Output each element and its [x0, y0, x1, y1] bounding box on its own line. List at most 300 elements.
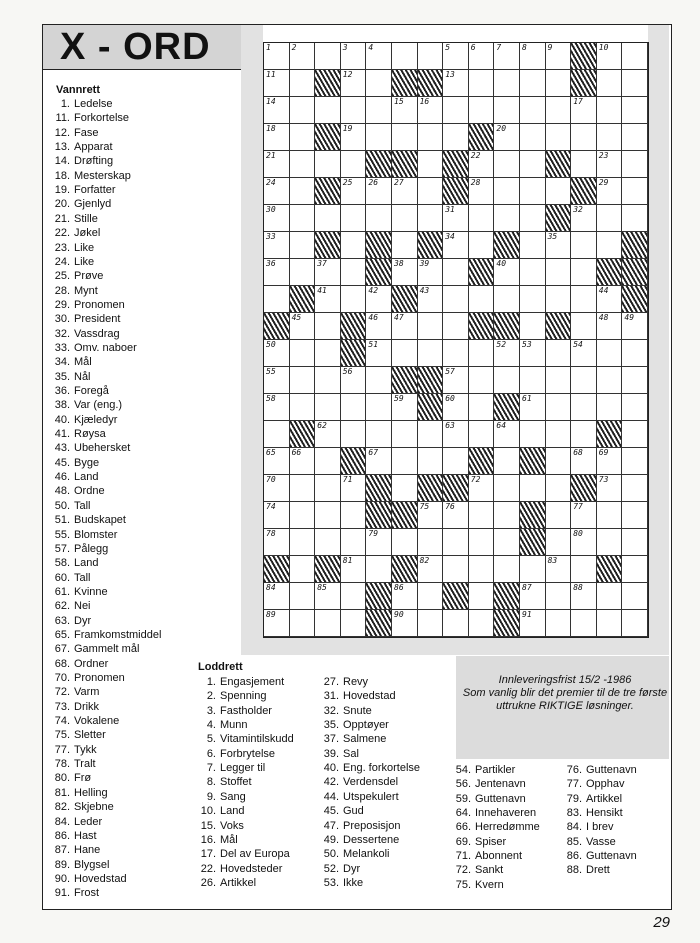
grid-cell[interactable]	[418, 97, 444, 124]
grid-cell[interactable]	[341, 394, 367, 421]
grid-cell[interactable]	[597, 70, 623, 97]
grid-cell[interactable]	[315, 529, 341, 556]
grid-cell[interactable]	[366, 286, 392, 313]
grid-cell[interactable]	[597, 610, 623, 637]
grid-cell[interactable]	[469, 367, 495, 394]
grid-cell[interactable]	[418, 502, 444, 529]
grid-cell[interactable]	[443, 367, 469, 394]
grid-cell[interactable]	[392, 232, 418, 259]
clue-text: Dessertene	[343, 833, 400, 846]
grid-cell[interactable]	[264, 178, 290, 205]
grid-cell[interactable]	[290, 70, 316, 97]
grid-cell[interactable]	[366, 43, 392, 70]
grid-cell[interactable]	[622, 205, 648, 232]
grid-cell[interactable]	[469, 556, 495, 583]
clue-text: Omv. naboer	[74, 341, 137, 354]
grid-cell[interactable]	[315, 394, 341, 421]
grid-cell[interactable]	[546, 286, 572, 313]
grid-cell[interactable]	[443, 529, 469, 556]
grid-cell[interactable]	[418, 556, 444, 583]
grid-cell[interactable]	[597, 97, 623, 124]
grid-cell[interactable]	[315, 205, 341, 232]
grid-cell[interactable]	[622, 583, 648, 610]
grid-cell[interactable]	[264, 502, 290, 529]
grid-cell[interactable]	[520, 556, 546, 583]
grid-cell[interactable]	[366, 124, 392, 151]
grid-cell[interactable]	[520, 313, 546, 340]
grid-cell[interactable]	[571, 556, 597, 583]
grid-cell[interactable]	[341, 556, 367, 583]
grid-cell[interactable]	[520, 205, 546, 232]
grid-cell[interactable]	[571, 421, 597, 448]
grid-cell[interactable]	[597, 286, 623, 313]
grid-cell[interactable]	[494, 178, 520, 205]
grid-cell[interactable]	[546, 610, 572, 637]
grid-cell[interactable]	[469, 610, 495, 637]
grid-cell[interactable]	[392, 43, 418, 70]
grid-cell[interactable]	[392, 97, 418, 124]
grid-cell[interactable]	[315, 286, 341, 313]
grid-cell[interactable]	[392, 394, 418, 421]
grid-cell[interactable]	[622, 421, 648, 448]
grid-cell[interactable]	[546, 583, 572, 610]
grid-cell[interactable]	[546, 421, 572, 448]
grid-cell[interactable]	[418, 205, 444, 232]
grid-cell[interactable]	[546, 259, 572, 286]
grid-cell[interactable]	[264, 340, 290, 367]
grid-cell[interactable]	[571, 286, 597, 313]
grid-cell[interactable]	[341, 286, 367, 313]
grid-cell[interactable]	[546, 394, 572, 421]
grid-cell[interactable]	[341, 124, 367, 151]
cell-number: 5	[445, 43, 451, 52]
grid-cell[interactable]	[290, 502, 316, 529]
grid-cell[interactable]	[469, 286, 495, 313]
grid-cell[interactable]	[546, 178, 572, 205]
grid-cell[interactable]	[520, 583, 546, 610]
grid-cell[interactable]	[546, 502, 572, 529]
grid-cell[interactable]	[597, 394, 623, 421]
grid-cell[interactable]	[546, 475, 572, 502]
grid-cell[interactable]	[315, 97, 341, 124]
grid-cell[interactable]	[418, 340, 444, 367]
grid-cell[interactable]	[392, 421, 418, 448]
grid-cell[interactable]	[571, 583, 597, 610]
grid-cell[interactable]	[597, 205, 623, 232]
grid-cell[interactable]	[290, 340, 316, 367]
grid-cell[interactable]	[469, 583, 495, 610]
grid-cell[interactable]	[622, 475, 648, 502]
crossword-grid[interactable]	[263, 42, 649, 638]
clue-number: 48.	[54, 485, 70, 498]
grid-cell[interactable]	[494, 556, 520, 583]
grid-cell[interactable]	[366, 394, 392, 421]
grid-cell[interactable]	[366, 178, 392, 205]
grid-cell[interactable]	[264, 448, 290, 475]
grid-cell[interactable]	[290, 151, 316, 178]
grid-cell[interactable]	[520, 367, 546, 394]
grid-cell[interactable]	[571, 529, 597, 556]
grid-cell[interactable]	[366, 97, 392, 124]
grid-cell[interactable]	[622, 394, 648, 421]
grid-cell[interactable]	[469, 151, 495, 178]
grid-cell[interactable]	[264, 205, 290, 232]
grid-cell[interactable]	[597, 151, 623, 178]
grid-cell[interactable]	[622, 43, 648, 70]
grid-cell[interactable]	[418, 313, 444, 340]
grid-cell[interactable]	[546, 367, 572, 394]
grid-cell[interactable]	[341, 583, 367, 610]
grid-cell[interactable]	[494, 70, 520, 97]
grid-cell[interactable]	[546, 340, 572, 367]
grid-cell[interactable]	[290, 475, 316, 502]
clue-text: Tralt	[74, 758, 96, 771]
cell-number: 24	[266, 178, 276, 187]
grid-cell[interactable]	[264, 394, 290, 421]
clue-item	[50, 212, 98, 226]
grid-cell[interactable]	[520, 178, 546, 205]
grid-cell[interactable]	[418, 178, 444, 205]
grid-cell[interactable]	[392, 475, 418, 502]
grid-cell[interactable]	[622, 340, 648, 367]
grid-cell[interactable]	[443, 232, 469, 259]
grid-cell[interactable]	[341, 97, 367, 124]
grid-cell[interactable]	[418, 43, 444, 70]
clue-text: Foregå	[74, 385, 109, 397]
grid-cell[interactable]	[418, 610, 444, 637]
grid-cell[interactable]	[418, 124, 444, 151]
grid-cell[interactable]	[597, 448, 623, 475]
grid-cell[interactable]	[443, 340, 469, 367]
grid-cell[interactable]	[443, 394, 469, 421]
grid-cell[interactable]	[597, 529, 623, 556]
grid-cell[interactable]	[418, 259, 444, 286]
grid-cell[interactable]	[622, 502, 648, 529]
grid-cell[interactable]	[443, 124, 469, 151]
grid-cell[interactable]	[520, 124, 546, 151]
grid-cell[interactable]	[469, 178, 495, 205]
grid-cell[interactable]	[341, 232, 367, 259]
grid-cell[interactable]	[290, 232, 316, 259]
grid-cell[interactable]	[520, 610, 546, 637]
grid-cell[interactable]	[315, 367, 341, 394]
grid-cell[interactable]	[264, 43, 290, 70]
grid-cell[interactable]	[418, 151, 444, 178]
grid-cell[interactable]	[520, 97, 546, 124]
grid-cell[interactable]	[264, 232, 290, 259]
grid-cell[interactable]	[520, 421, 546, 448]
grid-cell[interactable]	[494, 475, 520, 502]
grid-cell[interactable]	[315, 340, 341, 367]
grid-cell[interactable]	[469, 529, 495, 556]
grid-cell[interactable]	[341, 151, 367, 178]
grid-cell[interactable]	[571, 205, 597, 232]
grid-cell[interactable]	[520, 475, 546, 502]
grid-cell[interactable]	[469, 340, 495, 367]
clue-item	[50, 456, 99, 470]
grid-cell[interactable]	[469, 421, 495, 448]
grid-cell[interactable]	[341, 205, 367, 232]
grid-cell[interactable]	[494, 151, 520, 178]
cell-number: 8	[522, 43, 527, 52]
grid-cell[interactable]	[392, 340, 418, 367]
grid-cell[interactable]	[622, 70, 648, 97]
grid-cell[interactable]	[546, 448, 572, 475]
grid-cell[interactable]	[494, 502, 520, 529]
grid-cell[interactable]	[622, 556, 648, 583]
grid-cell[interactable]	[315, 475, 341, 502]
grid-cell[interactable]	[571, 502, 597, 529]
grid-cell[interactable]	[520, 43, 546, 70]
grid-cell[interactable]	[469, 97, 495, 124]
grid-cell[interactable]	[622, 124, 648, 151]
grid-cell[interactable]	[597, 502, 623, 529]
grid-cell[interactable]	[597, 367, 623, 394]
grid-cell[interactable]	[290, 610, 316, 637]
grid-cell[interactable]	[290, 205, 316, 232]
grid-cell[interactable]	[315, 421, 341, 448]
grid-cell[interactable]	[315, 610, 341, 637]
grid-cell[interactable]	[494, 43, 520, 70]
grid-cell[interactable]	[264, 259, 290, 286]
grid-cell[interactable]	[366, 556, 392, 583]
grid-cell[interactable]	[392, 610, 418, 637]
grid-cell[interactable]	[571, 313, 597, 340]
cell-number: 23	[598, 151, 609, 160]
grid-cell[interactable]	[469, 475, 495, 502]
grid-cell[interactable]	[315, 259, 341, 286]
grid-cell[interactable]	[418, 448, 444, 475]
grid-cell[interactable]	[494, 205, 520, 232]
grid-cell[interactable]	[264, 421, 290, 448]
grid-cell[interactable]	[443, 97, 469, 124]
grid-cell[interactable]	[315, 502, 341, 529]
grid-cell[interactable]	[443, 259, 469, 286]
grid-cell[interactable]	[366, 205, 392, 232]
clue-text: Herredømme	[475, 821, 540, 834]
grid-cell[interactable]	[264, 475, 290, 502]
grid-cell[interactable]	[546, 232, 572, 259]
grid-cell[interactable]	[341, 421, 367, 448]
grid-cell[interactable]	[520, 394, 546, 421]
grid-cell[interactable]	[341, 502, 367, 529]
grid-cell[interactable]	[315, 583, 341, 610]
grid-cell[interactable]	[418, 583, 444, 610]
grid-cell[interactable]	[366, 340, 392, 367]
grid-cell[interactable]	[597, 43, 623, 70]
grid-cell[interactable]	[494, 529, 520, 556]
grid-cell[interactable]	[494, 259, 520, 286]
grid-cell[interactable]	[546, 124, 572, 151]
grid-cell[interactable]	[597, 178, 623, 205]
grid-cell[interactable]	[443, 43, 469, 70]
grid-cell[interactable]	[622, 367, 648, 394]
grid-cell[interactable]	[264, 97, 290, 124]
grid-cell[interactable]	[520, 259, 546, 286]
grid-cell[interactable]	[341, 178, 367, 205]
grid-cell[interactable]	[622, 151, 648, 178]
clue-text: Kvern	[475, 878, 504, 891]
grid-cell[interactable]	[546, 43, 572, 70]
grid-cell[interactable]	[597, 124, 623, 151]
grid-cell[interactable]	[341, 610, 367, 637]
grid-cell[interactable]	[469, 70, 495, 97]
grid-cell[interactable]	[392, 583, 418, 610]
grid-cell[interactable]	[264, 124, 290, 151]
grid-cell[interactable]	[366, 313, 392, 340]
grid-cell[interactable]	[366, 448, 392, 475]
grid-cell[interactable]	[597, 475, 623, 502]
grid-cell[interactable]	[597, 313, 623, 340]
grid-cell[interactable]	[392, 178, 418, 205]
grid-cell[interactable]	[597, 583, 623, 610]
grid-cell[interactable]	[546, 97, 572, 124]
clue-item	[50, 327, 120, 341]
grid-cell[interactable]	[290, 43, 316, 70]
grid-cell[interactable]	[469, 502, 495, 529]
grid-cell[interactable]	[443, 610, 469, 637]
grid-cell[interactable]	[571, 340, 597, 367]
clue-item	[196, 819, 244, 833]
grid-cell[interactable]	[571, 394, 597, 421]
cell-number: 44	[598, 286, 609, 295]
grid-cell[interactable]	[290, 556, 316, 583]
grid-cell[interactable]	[392, 205, 418, 232]
grid-cell[interactable]	[571, 448, 597, 475]
grid-cell[interactable]	[392, 124, 418, 151]
grid-cell[interactable]	[290, 97, 316, 124]
grid-cell[interactable]	[571, 124, 597, 151]
grid-cell[interactable]	[290, 529, 316, 556]
grid-cell[interactable]	[290, 259, 316, 286]
grid-cell[interactable]	[341, 70, 367, 97]
clue-text: Stoffet	[220, 776, 252, 789]
cell-number: 14	[266, 97, 276, 106]
grid-cell[interactable]	[366, 421, 392, 448]
grid-cell[interactable]	[341, 43, 367, 70]
grid-cell[interactable]	[264, 367, 290, 394]
grid-cell[interactable]	[443, 313, 469, 340]
grid-cell[interactable]	[392, 313, 418, 340]
grid-cell[interactable]	[622, 97, 648, 124]
grid-cell[interactable]	[571, 232, 597, 259]
grid-cell[interactable]	[571, 151, 597, 178]
grid-cell[interactable]	[264, 583, 290, 610]
grid-cell[interactable]	[366, 529, 392, 556]
block-cell	[392, 286, 418, 313]
grid-cell[interactable]	[443, 421, 469, 448]
grid-cell[interactable]	[571, 367, 597, 394]
grid-cell[interactable]	[622, 610, 648, 637]
grid-cell[interactable]	[264, 610, 290, 637]
grid-cell[interactable]	[366, 367, 392, 394]
grid-cell[interactable]	[443, 70, 469, 97]
grid-cell[interactable]	[622, 313, 648, 340]
grid-cell[interactable]	[341, 259, 367, 286]
grid-cell[interactable]	[264, 286, 290, 313]
grid-cell[interactable]	[571, 610, 597, 637]
grid-cell[interactable]	[290, 448, 316, 475]
block-cell	[366, 475, 392, 502]
vannrett-heading: Vannrett	[56, 84, 101, 96]
grid-cell[interactable]	[520, 340, 546, 367]
clue-item	[50, 312, 120, 326]
grid-cell[interactable]	[443, 448, 469, 475]
grid-cell[interactable]	[315, 43, 341, 70]
grid-cell[interactable]	[315, 313, 341, 340]
grid-cell[interactable]	[494, 124, 520, 151]
grid-cell[interactable]	[622, 448, 648, 475]
clue-text: Tall	[74, 499, 91, 512]
grid-cell[interactable]	[520, 70, 546, 97]
grid-cell[interactable]	[443, 502, 469, 529]
grid-cell[interactable]	[341, 367, 367, 394]
grid-cell[interactable]	[469, 394, 495, 421]
grid-cell[interactable]	[520, 151, 546, 178]
grid-cell[interactable]	[494, 448, 520, 475]
grid-cell[interactable]	[290, 313, 316, 340]
grid-cell[interactable]	[418, 529, 444, 556]
grid-cell[interactable]	[494, 367, 520, 394]
grid-cell[interactable]	[494, 421, 520, 448]
grid-cell[interactable]	[418, 421, 444, 448]
grid-cell[interactable]	[418, 286, 444, 313]
clue-number: 61.	[54, 585, 70, 598]
grid-cell[interactable]	[571, 97, 597, 124]
grid-cell[interactable]	[264, 70, 290, 97]
grid-cell[interactable]	[315, 448, 341, 475]
grid-cell[interactable]	[520, 232, 546, 259]
grid-cell[interactable]	[469, 205, 495, 232]
clue-item	[50, 585, 108, 599]
grid-cell[interactable]	[546, 529, 572, 556]
grid-cell[interactable]	[546, 556, 572, 583]
grid-cell[interactable]	[392, 448, 418, 475]
grid-cell[interactable]	[315, 151, 341, 178]
grid-cell[interactable]	[494, 340, 520, 367]
grid-cell[interactable]	[494, 97, 520, 124]
clue-item	[562, 792, 622, 806]
grid-cell[interactable]	[290, 124, 316, 151]
grid-cell[interactable]	[469, 232, 495, 259]
clue-number: 13.	[54, 141, 70, 154]
grid-cell[interactable]	[290, 178, 316, 205]
grid-cell[interactable]	[597, 232, 623, 259]
grid-cell[interactable]	[597, 340, 623, 367]
grid-cell[interactable]	[443, 286, 469, 313]
grid-cell[interactable]	[264, 529, 290, 556]
grid-cell[interactable]	[264, 151, 290, 178]
clue-text: Utspekulert	[343, 790, 399, 803]
grid-cell[interactable]	[392, 529, 418, 556]
grid-cell[interactable]	[494, 286, 520, 313]
grid-cell[interactable]	[520, 286, 546, 313]
grid-cell[interactable]	[622, 529, 648, 556]
grid-cell[interactable]	[622, 178, 648, 205]
grid-cell[interactable]	[341, 475, 367, 502]
grid-cell[interactable]	[366, 70, 392, 97]
grid-cell[interactable]	[392, 259, 418, 286]
grid-cell[interactable]	[546, 70, 572, 97]
grid-cell[interactable]	[290, 394, 316, 421]
grid-cell[interactable]	[571, 259, 597, 286]
grid-cell[interactable]	[443, 556, 469, 583]
grid-cell[interactable]	[290, 583, 316, 610]
grid-cell[interactable]	[341, 529, 367, 556]
grid-cell[interactable]	[443, 205, 469, 232]
grid-cell[interactable]	[469, 43, 495, 70]
grid-cell[interactable]	[290, 367, 316, 394]
